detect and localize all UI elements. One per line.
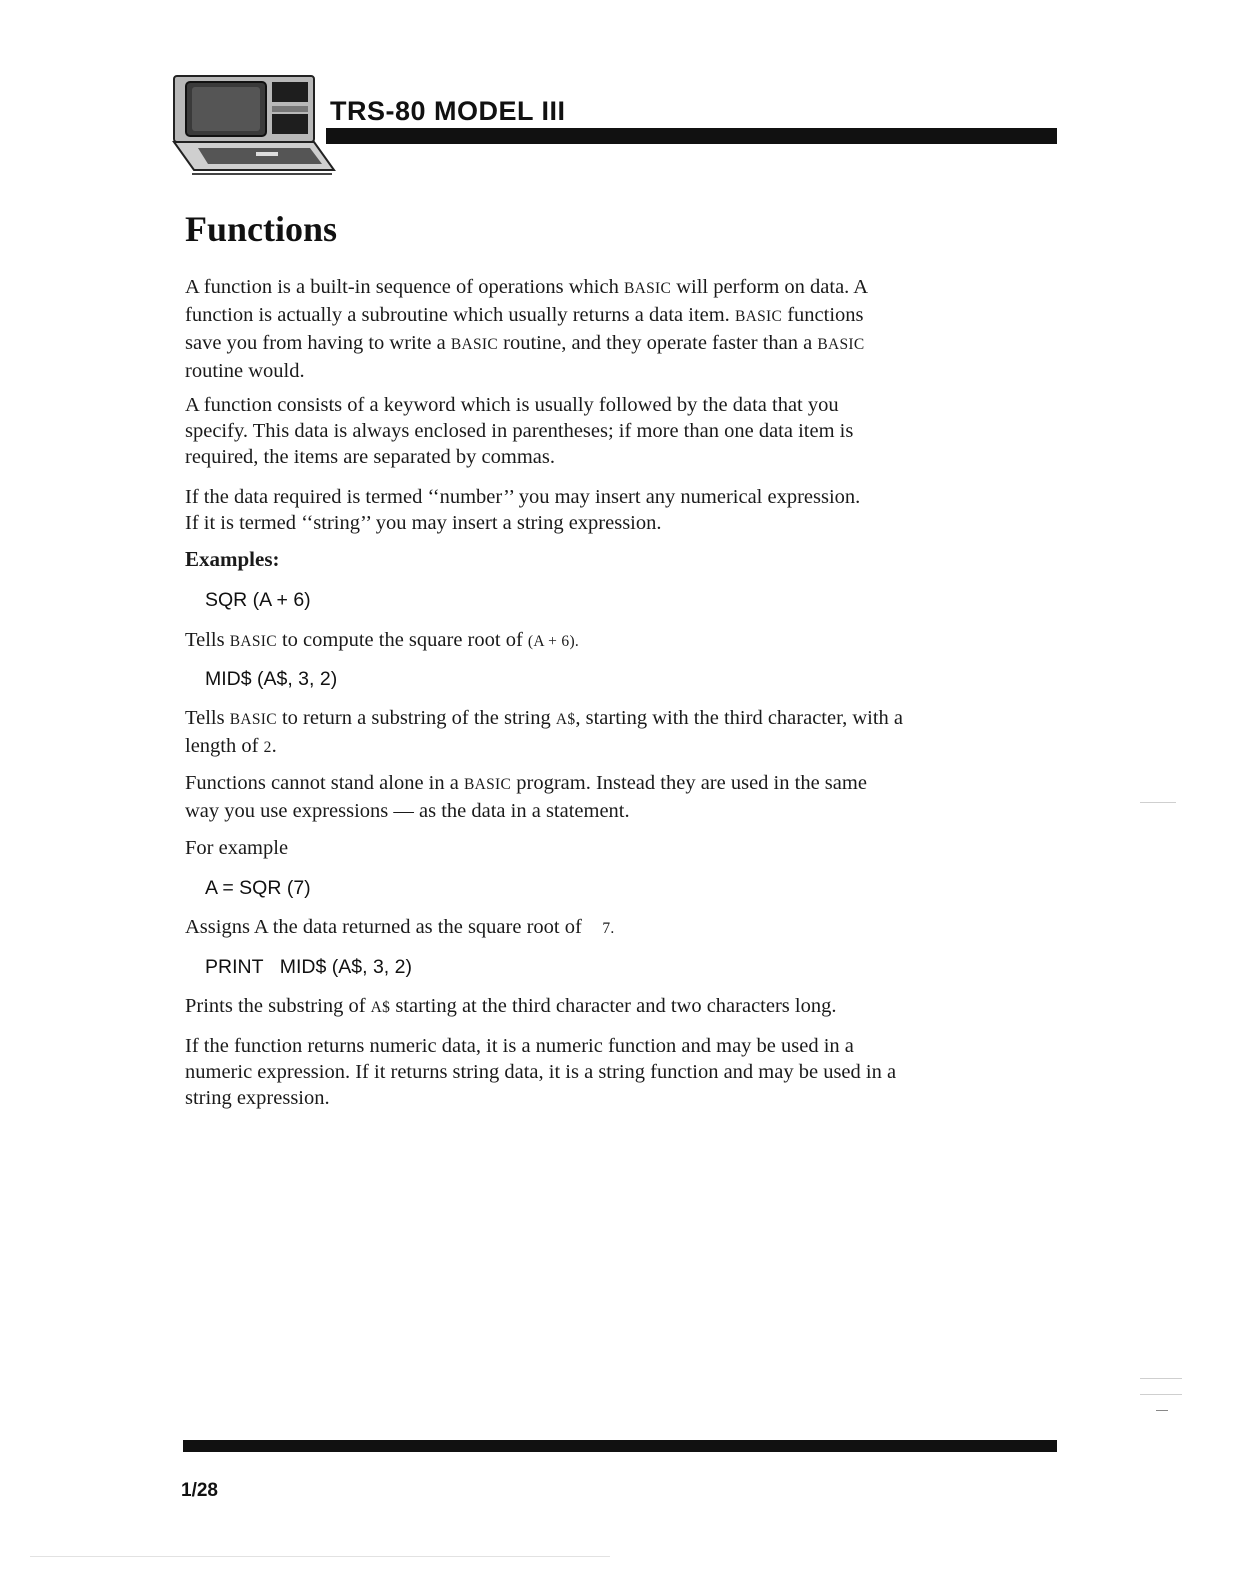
- for-example-label: For example: [185, 837, 289, 859]
- intro-paragraph: A function is a built-in sequence of operations which BASIC will perform on data. A function is actually a subroutine which usually returns a data item. BASIC functions save you from having to write a BASIC routine, and they operate faster than a BASIC routine would.: [185, 276, 867, 382]
- example-description-assign: Assigns A the data returned as the square root of 7.: [185, 916, 615, 938]
- scan-artifact: [30, 1556, 610, 1557]
- scan-artifact: [1140, 1394, 1182, 1395]
- example-description-sqr: Tells BASIC to compute the square root of (A + 6).: [185, 629, 580, 651]
- page-title: Functions: [185, 209, 338, 249]
- example-code-sqr: SQR (A + 6): [205, 589, 311, 611]
- examples-heading: Examples:: [185, 547, 280, 571]
- scan-artifact: [1140, 802, 1176, 803]
- footer-rule: [183, 1440, 1057, 1452]
- computer-icon: [172, 70, 338, 180]
- data-types-paragraph: If the data required is termed ‘‘number’’ you may insert any numerical expression. If it is termed ‘‘string’’ you may insert a string expression.: [185, 486, 861, 534]
- return-type-paragraph: If the function returns numeric data, it is a numeric function and may be used in a numeric expression. If it returns string data, it is a string function and may be used in a string expression.: [185, 1035, 897, 1109]
- example-code-print: PRINT MID$ (A$, 3, 2): [205, 956, 412, 978]
- example-code-assign: A = SQR (7): [205, 877, 311, 899]
- header-title: TRS-80 MODEL III: [330, 96, 566, 126]
- page-number: 1/28: [181, 1480, 218, 1501]
- header-rule: [326, 128, 1057, 144]
- example-description-print: Prints the substring of A$ starting at the third character and two characters long.: [185, 995, 837, 1017]
- definition-paragraph: A function consists of a keyword which is usually followed by the data that you specify. This data is always enclosed in parentheses; if more than one data item is required, the items are separated by commas.: [185, 394, 854, 468]
- scan-artifact: [1140, 1378, 1182, 1379]
- example-code-mid: MID$ (A$, 3, 2): [205, 668, 338, 690]
- example-description-mid: Tells BASIC to return a substring of the string A$, starting with the third character, with a length of 2.: [185, 707, 904, 757]
- usage-paragraph: Functions cannot stand alone in a BASIC program. Instead they are used in the same way you use expressions — as the data in a statement.: [185, 772, 867, 822]
- scan-artifact: [1156, 1410, 1168, 1411]
